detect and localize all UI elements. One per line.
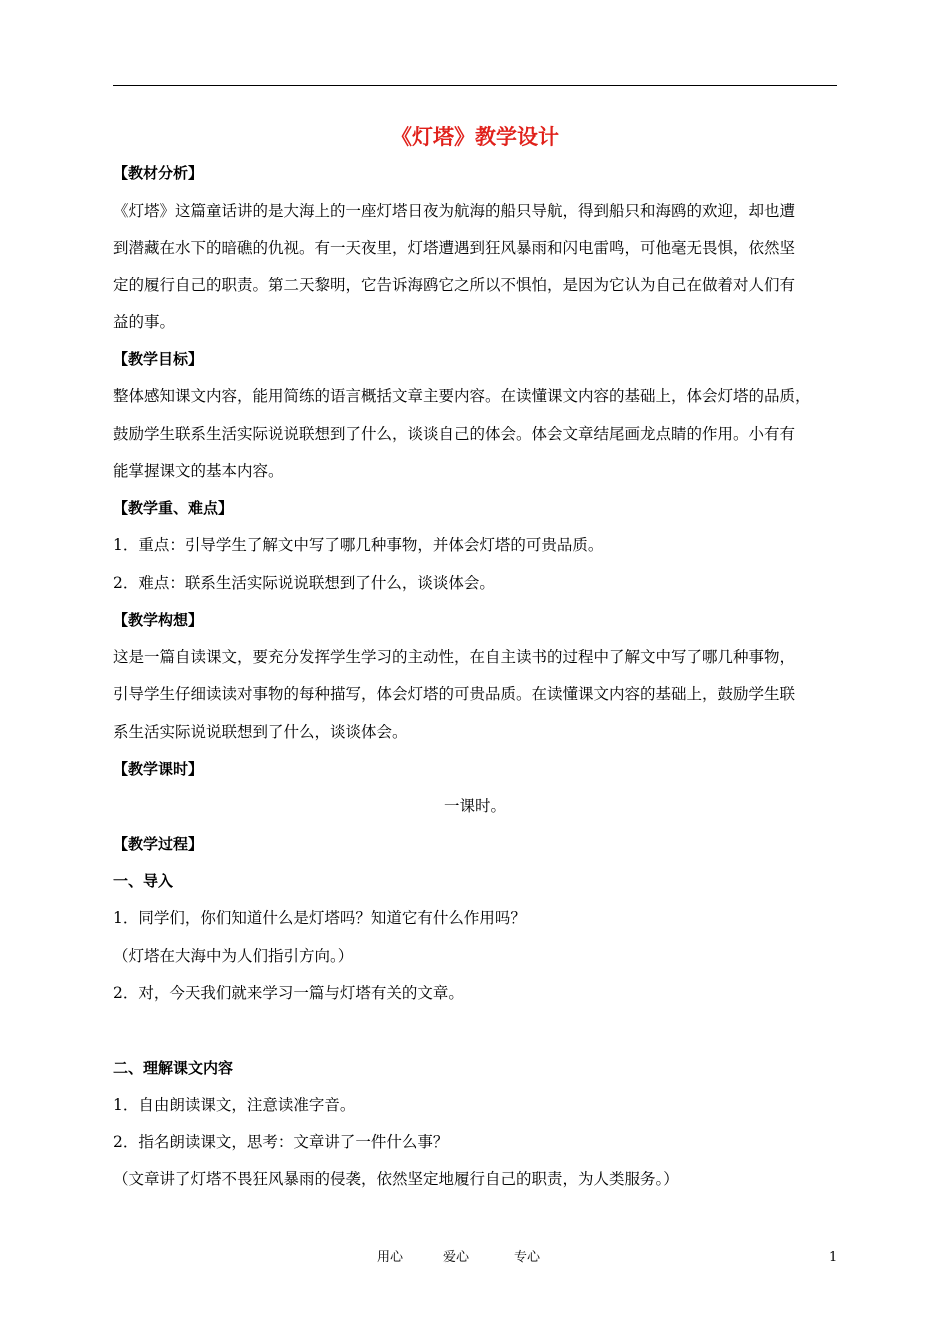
paragraph-line: 这是一篇自读课文，要充分发挥学生学习的主动性，在自主读书的过程中了解文中写了哪几种事物， xyxy=(113,648,796,666)
paragraph-line: 到潜藏在水下的暗礁的仇视。有一天夜里，灯塔遭遇到狂风暴雨和闪电雷鸣，可他毫无畏惧，依然坚 xyxy=(113,239,796,257)
list-item: 2．指名朗读课文，思考：文章讲了一件什么事？ xyxy=(113,1133,449,1151)
paragraph-line: 《灯塔》这篇童话讲的是大海上的一座灯塔日夜为航海的船只导航，得到船只和海鸥的欢迎，却也遭 xyxy=(113,202,796,220)
list-item: （文章讲了灯塔不畏狂风暴雨的侵袭，依然坚定地履行自己的职责，为人类服务。） xyxy=(113,1170,679,1188)
document-title: 《灯塔》教学设计 xyxy=(391,125,559,149)
list-item: 2．对，今天我们就来学习一篇与灯塔有关的文章。 xyxy=(113,984,464,1002)
list-item: 2．难点：联系生活实际说说联想到了什么，谈谈体会。 xyxy=(113,574,495,592)
footer-word: 用心 xyxy=(377,1250,404,1265)
section-heading-goals: 【教学目标】 xyxy=(113,350,204,368)
hours-text: 一课时。 xyxy=(443,797,506,815)
paragraph-line: 定的履行自己的职责。第二天黎明，它告诉海鸥它之所以不惧怕，是因为它认为自己在做着对人们有 xyxy=(113,276,796,294)
list-item: 1．重点：引导学生了解文中写了哪几种事物，并体会灯塔的可贵品质。 xyxy=(113,536,604,554)
list-item: 1．自由朗读课文，注意读准字音。 xyxy=(113,1096,356,1114)
header-rule xyxy=(113,85,837,86)
paragraph-line: 能掌握课文的基本内容。 xyxy=(113,462,284,480)
paragraph-line: 系生活实际说说联想到了什么，谈谈体会。 xyxy=(113,723,408,741)
paragraph-line: 整体感知课文内容，能用简练的语言概括文章主要内容。在读懂课文内容的基础上，体会灯塔的品质， xyxy=(113,387,811,405)
section-heading-hours: 【教学课时】 xyxy=(113,760,204,778)
page-number: 1 xyxy=(829,1250,838,1265)
section-heading-process: 【教学过程】 xyxy=(113,835,204,853)
footer-word: 专心 xyxy=(514,1250,541,1265)
section-heading-key-points: 【教学重、难点】 xyxy=(113,499,234,517)
list-item: （灯塔在大海中为人们指引方向。） xyxy=(113,947,354,965)
paragraph-line: 鼓励学生联系生活实际说说联想到了什么，谈谈自己的体会。体会文章结尾画龙点睛的作用。小有有 xyxy=(113,425,796,443)
paragraph-line: 引导学生仔细读读对事物的每种描写，体会灯塔的可贵品质。在读懂课文内容的基础上，鼓励学生联 xyxy=(113,685,796,703)
section-heading-idea: 【教学构想】 xyxy=(113,611,204,629)
list-item: 1．同学们，你们知道什么是灯塔吗？知道它有什么作用吗？ xyxy=(113,909,526,927)
footer-word: 爱心 xyxy=(443,1250,470,1265)
subheading-understanding: 二、理解课文内容 xyxy=(113,1059,234,1077)
subheading-intro: 一、导入 xyxy=(113,872,174,890)
paragraph-line: 益的事。 xyxy=(113,313,176,331)
section-heading-analysis: 【教材分析】 xyxy=(113,164,204,182)
